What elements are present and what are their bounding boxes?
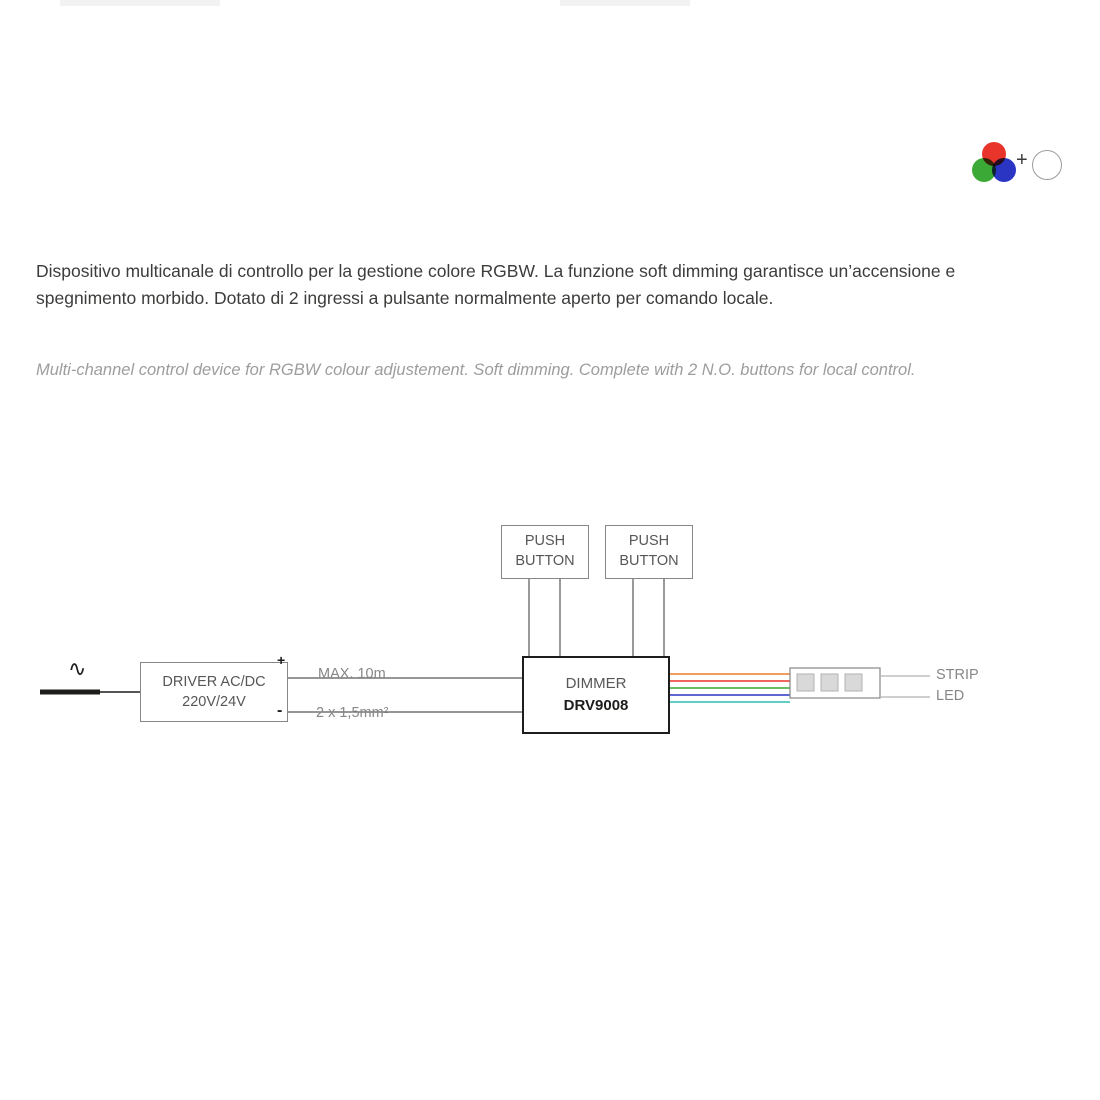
top-decoration-strip-left [60, 0, 220, 6]
ac-source-symbol: ∿ [68, 656, 87, 681]
cable-max-length-label: MAX. 10m [318, 666, 386, 682]
push-button-1 [501, 525, 589, 579]
output-label-strip: STRIP [936, 667, 979, 683]
driver-line1: DRIVER AC/DC [162, 673, 266, 690]
cable-section-label: 2 x 1,5mm² [316, 705, 389, 721]
blue-circle-icon [992, 158, 1016, 182]
push-button-1-line1: PUSH [524, 533, 566, 550]
dimmer-block [522, 656, 670, 734]
polarity-plus-label: + [277, 652, 286, 668]
output-label-led: LED [936, 688, 965, 704]
dimmer-model: DRV9008 [563, 697, 629, 714]
plus-sign-label: + [1016, 149, 1028, 171]
led-chip-3 [845, 674, 862, 691]
push-button-1-line2: BUTTON [515, 553, 575, 569]
driver-block [140, 662, 288, 722]
push-button-2-line2: BUTTON [619, 553, 679, 569]
polarity-minus-label: - [277, 702, 283, 719]
dimmer-line1: DIMMER [565, 674, 627, 692]
white-circle-icon [1032, 150, 1062, 180]
rgbw-icon-group [972, 140, 1072, 188]
description-english: Multi-channel control device for RGBW colour adjustement. Soft dimming. Complete with 2 N.O. buttons for local control. [36, 360, 916, 379]
wiring-diagram [0, 490, 1100, 790]
led-chip-1 [797, 674, 814, 691]
top-decoration-strip-right [560, 0, 690, 6]
driver-line2: 220V/24V [182, 694, 246, 710]
description-italian: Dispositivo multicanale di controllo per la gestione colore RGBW. La funzione soft dimming garantisce un’accensione e spegnimento morbido. Dotato di 2 ingressi a pulsante normalmente aperto per comando locale. [36, 260, 956, 308]
push-button-2 [605, 525, 693, 579]
led-chip-2 [821, 674, 838, 691]
push-button-2-line1: PUSH [628, 533, 670, 550]
